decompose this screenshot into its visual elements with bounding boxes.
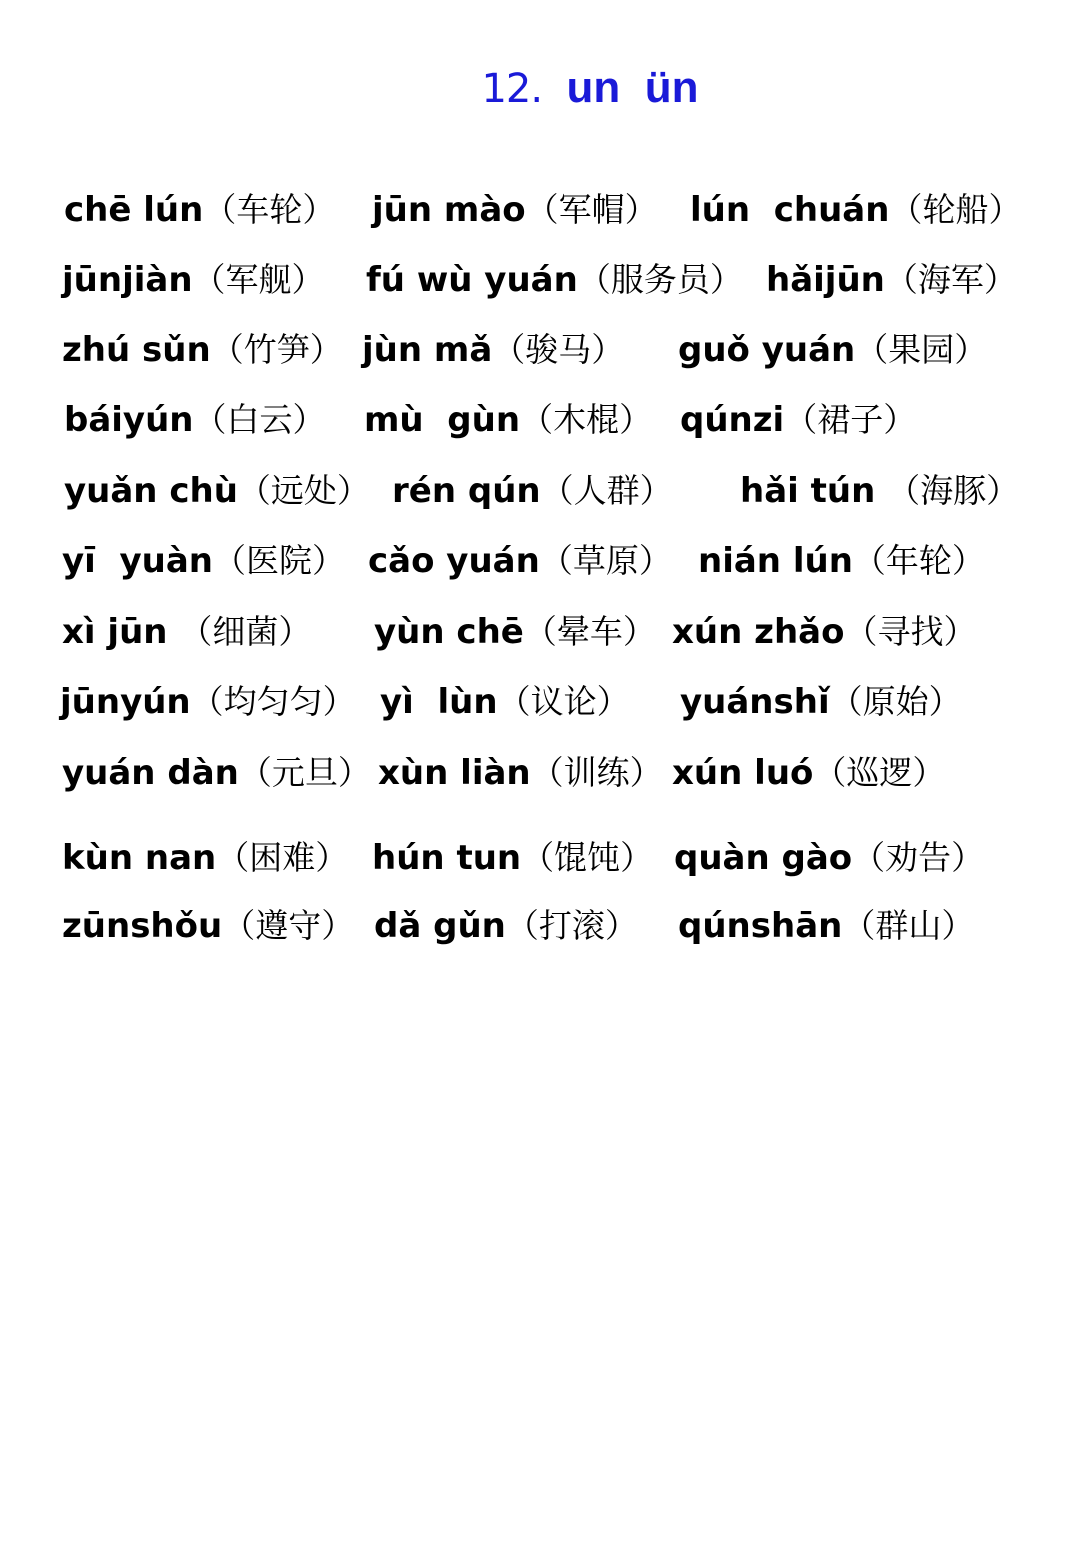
word-entry bbox=[766, 252, 1017, 308]
title-number: 12. bbox=[481, 66, 543, 112]
pinyin-text: hún tun bbox=[372, 838, 522, 878]
word-entry bbox=[62, 745, 371, 801]
word-entry bbox=[60, 674, 356, 730]
page-title bbox=[0, 60, 1080, 117]
word-entry bbox=[62, 604, 311, 660]
word-entry bbox=[62, 533, 345, 589]
word-entry bbox=[364, 392, 652, 448]
word-entry bbox=[366, 252, 743, 308]
hanzi-text: （人群） bbox=[540, 471, 673, 510]
hanzi-text: （元旦） bbox=[238, 753, 371, 792]
word-entry bbox=[378, 745, 663, 801]
word-entry bbox=[392, 463, 673, 519]
word-row bbox=[0, 322, 1080, 378]
word-row bbox=[0, 252, 1080, 308]
hanzi-text: （劝告） bbox=[852, 838, 985, 877]
word-entry bbox=[62, 322, 343, 378]
pinyin-text: xùn liàn bbox=[378, 753, 531, 793]
word-entry bbox=[680, 674, 962, 730]
hanzi-text: （晕车） bbox=[523, 612, 656, 651]
word-entry bbox=[62, 898, 354, 954]
hanzi-text: （打滚） bbox=[505, 906, 638, 945]
hanzi-text: （竹笋） bbox=[210, 330, 343, 369]
pinyin-text: yùn chē bbox=[374, 612, 524, 652]
word-entry bbox=[374, 604, 656, 660]
pinyin-text: chē lún bbox=[64, 190, 204, 230]
pinyin-text: jùn mǎ bbox=[362, 330, 493, 370]
hanzi-text: （服务员） bbox=[577, 260, 743, 299]
pinyin-text: qúnshān bbox=[678, 906, 843, 946]
pinyin-text: yì lùn bbox=[380, 682, 498, 722]
pinyin-text: jūnyún bbox=[60, 682, 191, 722]
pinyin-text: zhú sǔn bbox=[62, 330, 211, 370]
title-text: un ün bbox=[566, 63, 699, 112]
word-row bbox=[0, 604, 1080, 660]
hanzi-text: （训练） bbox=[530, 753, 663, 792]
hanzi-text: （年轮） bbox=[852, 541, 985, 580]
hanzi-text: （原始） bbox=[829, 682, 962, 721]
word-entry bbox=[372, 182, 658, 238]
hanzi-text: （木棍） bbox=[520, 400, 653, 439]
word-row bbox=[0, 830, 1080, 886]
word-entry bbox=[674, 830, 984, 886]
word-entry bbox=[678, 322, 987, 378]
pinyin-text: nián lún bbox=[698, 541, 853, 581]
word-entry bbox=[698, 533, 985, 589]
word-entry bbox=[380, 674, 630, 730]
pinyin-text: dǎ gǔn bbox=[374, 906, 506, 946]
pinyin-text: fú wù yuán bbox=[366, 260, 578, 300]
pinyin-text: hǎijūn bbox=[766, 260, 885, 300]
hanzi-text: （军帽） bbox=[525, 190, 658, 229]
word-entry bbox=[680, 392, 916, 448]
hanzi-text: （细菌） bbox=[179, 612, 312, 651]
word-entry bbox=[62, 830, 348, 886]
word-entry bbox=[362, 322, 624, 378]
hanzi-text: （白云） bbox=[193, 400, 326, 439]
word-row bbox=[0, 392, 1080, 448]
pinyin-text: kùn nan bbox=[62, 838, 217, 878]
pinyin-text: quàn gào bbox=[674, 838, 853, 878]
word-entry bbox=[374, 898, 638, 954]
hanzi-text: （军舰） bbox=[192, 260, 325, 299]
hanzi-text: （车轮） bbox=[203, 190, 336, 229]
word-entry bbox=[672, 604, 976, 660]
hanzi-text: （海豚） bbox=[887, 471, 1020, 510]
pinyin-text: yuǎn chù bbox=[64, 471, 238, 511]
hanzi-text: （草原） bbox=[539, 541, 672, 580]
hanzi-text: （医院） bbox=[213, 541, 346, 580]
word-entry bbox=[62, 252, 325, 308]
hanzi-text: （果园） bbox=[855, 330, 988, 369]
hanzi-text: （轮船） bbox=[889, 190, 1022, 229]
pinyin-text: yuán dàn bbox=[62, 753, 239, 793]
hanzi-text: （巡逻） bbox=[813, 753, 946, 792]
pinyin-text: qúnzi bbox=[680, 400, 785, 440]
pinyin-text: báiyún bbox=[64, 400, 194, 440]
pinyin-text: mù gùn bbox=[364, 400, 521, 440]
word-entry bbox=[368, 533, 672, 589]
pinyin-text: cǎo yuán bbox=[368, 541, 540, 581]
pinyin-text: zūnshǒu bbox=[62, 906, 223, 946]
hanzi-text: （均匀匀） bbox=[190, 682, 356, 721]
word-row bbox=[0, 898, 1080, 954]
pinyin-text: lún chuán bbox=[690, 190, 890, 230]
hanzi-text: （远处） bbox=[237, 471, 370, 510]
word-entry bbox=[672, 745, 945, 801]
pinyin-text: yuánshǐ bbox=[680, 682, 830, 722]
word-row bbox=[0, 674, 1080, 730]
word-entry bbox=[64, 392, 326, 448]
word-row bbox=[0, 533, 1080, 589]
hanzi-text: （骏马） bbox=[492, 330, 625, 369]
pinyin-text: hǎi tún bbox=[740, 471, 888, 511]
pinyin-text: xì jūn bbox=[62, 612, 180, 652]
pinyin-text: guǒ yuán bbox=[678, 330, 856, 370]
word-row bbox=[0, 182, 1080, 238]
pinyin-text: jūn mào bbox=[372, 190, 526, 230]
hanzi-text: （海军） bbox=[884, 260, 1017, 299]
pinyin-text: xún luó bbox=[672, 753, 814, 793]
hanzi-text: （寻找） bbox=[844, 612, 977, 651]
word-row bbox=[0, 463, 1080, 519]
hanzi-text: （群山） bbox=[842, 906, 975, 945]
word-entry bbox=[690, 182, 1021, 238]
pinyin-text: yī yuàn bbox=[62, 541, 214, 581]
pinyin-text: jūnjiàn bbox=[62, 260, 193, 300]
word-row bbox=[0, 745, 1080, 801]
pinyin-text: rén qún bbox=[392, 471, 541, 511]
hanzi-text: （困难） bbox=[216, 838, 349, 877]
word-entry bbox=[740, 463, 1019, 519]
hanzi-text: （议论） bbox=[497, 682, 630, 721]
word-entry bbox=[372, 830, 653, 886]
hanzi-text: （馄饨） bbox=[521, 838, 654, 877]
word-entry bbox=[64, 463, 370, 519]
hanzi-text: （裙子） bbox=[784, 400, 917, 439]
word-entry bbox=[678, 898, 974, 954]
hanzi-text: （遵守） bbox=[222, 906, 355, 945]
word-entry bbox=[64, 182, 335, 238]
pinyin-text: xún zhǎo bbox=[672, 612, 845, 652]
